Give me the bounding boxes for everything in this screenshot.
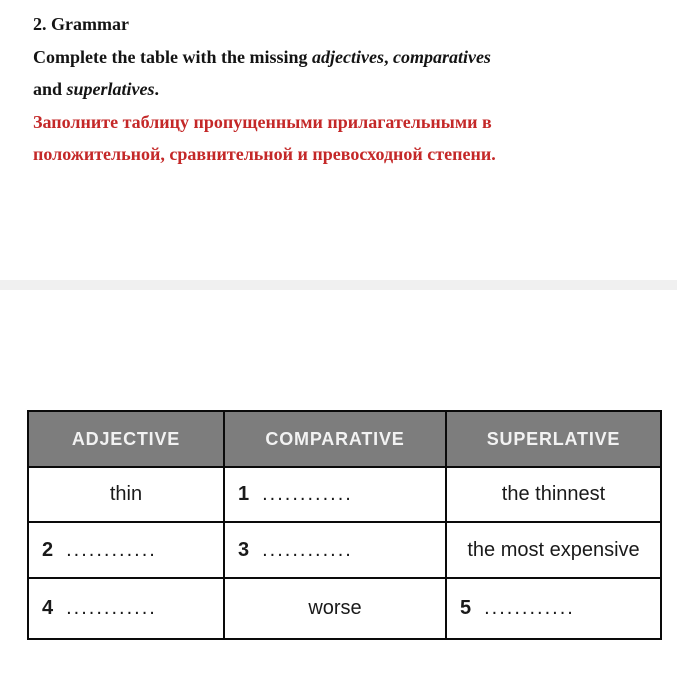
- blank-number: 1: [238, 483, 250, 505]
- header-adjective: ADJECTIVE: [28, 411, 224, 467]
- blank-number: 4: [42, 597, 54, 619]
- blank-dots: ............: [484, 597, 575, 619]
- blank-dots: ............: [262, 538, 353, 561]
- blank-dots: ............: [66, 597, 157, 619]
- task-line-1-italic-comparatives: comparatives: [392, 46, 491, 67]
- cell-word: the most expensive: [467, 538, 640, 561]
- cell-r3-comparative: [224, 578, 446, 639]
- task-line-1: [33, 41, 633, 74]
- task-line-2-period: .: [154, 79, 160, 99]
- table-row: [28, 467, 661, 522]
- cell-r2-adjective-blank: [28, 522, 224, 578]
- translation-line-1: Заполните таблицу пропущенными прилагательными в: [33, 111, 492, 132]
- blank-number: 5: [460, 597, 472, 619]
- task-line-2-regular: and: [33, 79, 67, 99]
- blank-number: 3: [238, 538, 250, 561]
- cell-r2-comparative-blank: [224, 522, 446, 578]
- table-row: [28, 522, 661, 578]
- translation-line-2: положительной, сравнительной и превосходной степени.: [33, 144, 496, 164]
- blank-dots: ............: [66, 538, 157, 561]
- cell-word: thin: [109, 483, 143, 505]
- grammar-table: [27, 410, 662, 640]
- task-line-1-italic-adjectives: adjectives: [311, 46, 384, 67]
- cell-word: worse: [308, 597, 362, 619]
- header-superlative: SUPERLATIVE: [446, 411, 661, 467]
- task-line-2-italic-superlatives: superlatives: [66, 79, 155, 99]
- section-divider: [0, 280, 677, 290]
- task-line-2: [33, 73, 633, 106]
- cell-r1-adjective: [28, 467, 224, 522]
- cell-r3-superlative-blank: [446, 578, 661, 639]
- cell-r1-superlative: [446, 467, 661, 522]
- blank-number: 2: [42, 538, 54, 561]
- blank-dots: ............: [262, 483, 353, 505]
- task-line-1-comma: ,: [383, 46, 393, 67]
- table-row: [28, 578, 661, 639]
- task-line-1-regular: Complete the table with the missing: [33, 46, 312, 67]
- instruction-block: [33, 8, 633, 171]
- cell-r3-adjective-blank: [28, 578, 224, 639]
- cell-word: the thinnest: [501, 483, 606, 505]
- table-header-row: [28, 411, 661, 467]
- header-comparative: COMPARATIVE: [224, 411, 446, 467]
- cell-r2-superlative: [446, 522, 661, 578]
- cell-r1-comparative-blank: [224, 467, 446, 522]
- section-heading: 2. Grammar: [33, 14, 129, 34]
- grammar-table-container: [27, 410, 662, 640]
